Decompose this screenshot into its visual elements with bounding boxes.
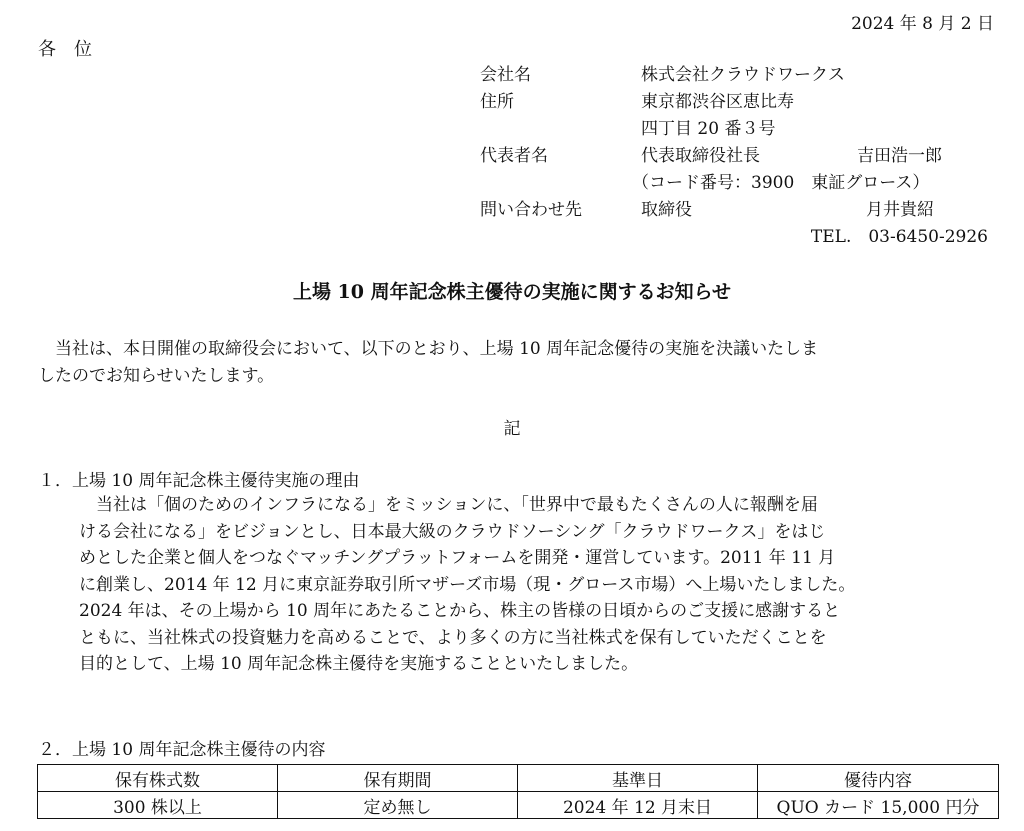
contact-title: 取締役 [641, 200, 692, 220]
section-1-line: ける会社になる」をビジョンとし、日本最大級のクラウドソーシング「クラウドワークス」をはじ [79, 521, 826, 542]
table-header-row [38, 765, 999, 792]
intro-paragraph [38, 336, 998, 389]
contact-label: 問い合わせ先 [480, 200, 582, 220]
section-1-line: に創業し、2014 年 12 月に東京証券取引所マザーズ市場（現・グロース市場）へ上場いたしました。 [79, 574, 856, 595]
section-1-heading: １．上場 10 周年記念株主優待実施の理由 [38, 471, 360, 491]
section-1-body [79, 492, 997, 678]
shareholder-benefit-table [37, 764, 999, 819]
contact-name: 月井貴紹 [866, 200, 934, 220]
section-1-line: めとした企業と個人をつなぐマッチングプラットフォームを開発・運営しています。2011 年 11 月 [79, 548, 836, 568]
section-1-line: 2024 年は、その上場から 10 周年にあたることから、株主の皆様の日頃からのご支援に感謝すると [79, 601, 841, 621]
section-1-line: 目的として、上場 10 周年記念株主優待を実施することといたしました。 [79, 654, 639, 674]
representative-name: 吉田浩一郎 [857, 146, 942, 166]
stock-code-note: （コード番号：3900 東証グロース） [632, 173, 930, 193]
intro-line-1: 当社は、本日開催の取締役会において、以下のとおり、上場 10 周年記念優待の実施を決議いたしま [55, 339, 819, 359]
cell-shares-held: 300 株以上 [38, 792, 278, 819]
cell-benefit-content: QUO カード 15,000 円分 [758, 792, 999, 819]
header-benefit-content: 優待内容 [758, 765, 999, 792]
table-row [38, 792, 999, 819]
section-2-heading: ２．上場 10 周年記念株主優待の内容 [38, 740, 326, 760]
section-1-line: 当社は「個のためのインフラになる」をミッションに、「世界中で最もたくさんの人に報酬を届 [96, 495, 818, 515]
representative-label: 代表者名 [480, 146, 548, 166]
ki-marker: 記 [503, 419, 521, 439]
header-record-date: 基準日 [518, 765, 758, 792]
addressee: 各 位 [38, 39, 92, 60]
header-holding-period: 保有期間 [278, 765, 518, 792]
contact-tel: TEL. 03-6450-2926 [810, 227, 988, 247]
company-value: 株式会社クラウドワークス [641, 65, 845, 85]
address-label: 住所 [480, 92, 514, 112]
cell-record-date: 2024 年 12 月末日 [518, 792, 758, 819]
cell-holding-period: 定め無し [278, 792, 518, 819]
document-title: 上場 10 周年記念株主優待の実施に関するお知らせ [292, 281, 732, 303]
section-1-line: ともに、当社株式の投資魅力を高めることで、より多くの方に当社株式を保有していただくことを [79, 627, 827, 648]
header-shares-held: 保有株式数 [38, 765, 278, 792]
address-line-2: 四丁目 20 番３号 [641, 119, 776, 139]
document-date: 2024 年 8 月 2 日 [851, 14, 994, 34]
company-label: 会社名 [480, 65, 531, 85]
address-line-1: 東京都渋谷区恵比寿 [641, 92, 794, 112]
representative-title: 代表取締役社長 [641, 146, 760, 166]
intro-line-2: したのでお知らせいたします。 [38, 365, 275, 386]
